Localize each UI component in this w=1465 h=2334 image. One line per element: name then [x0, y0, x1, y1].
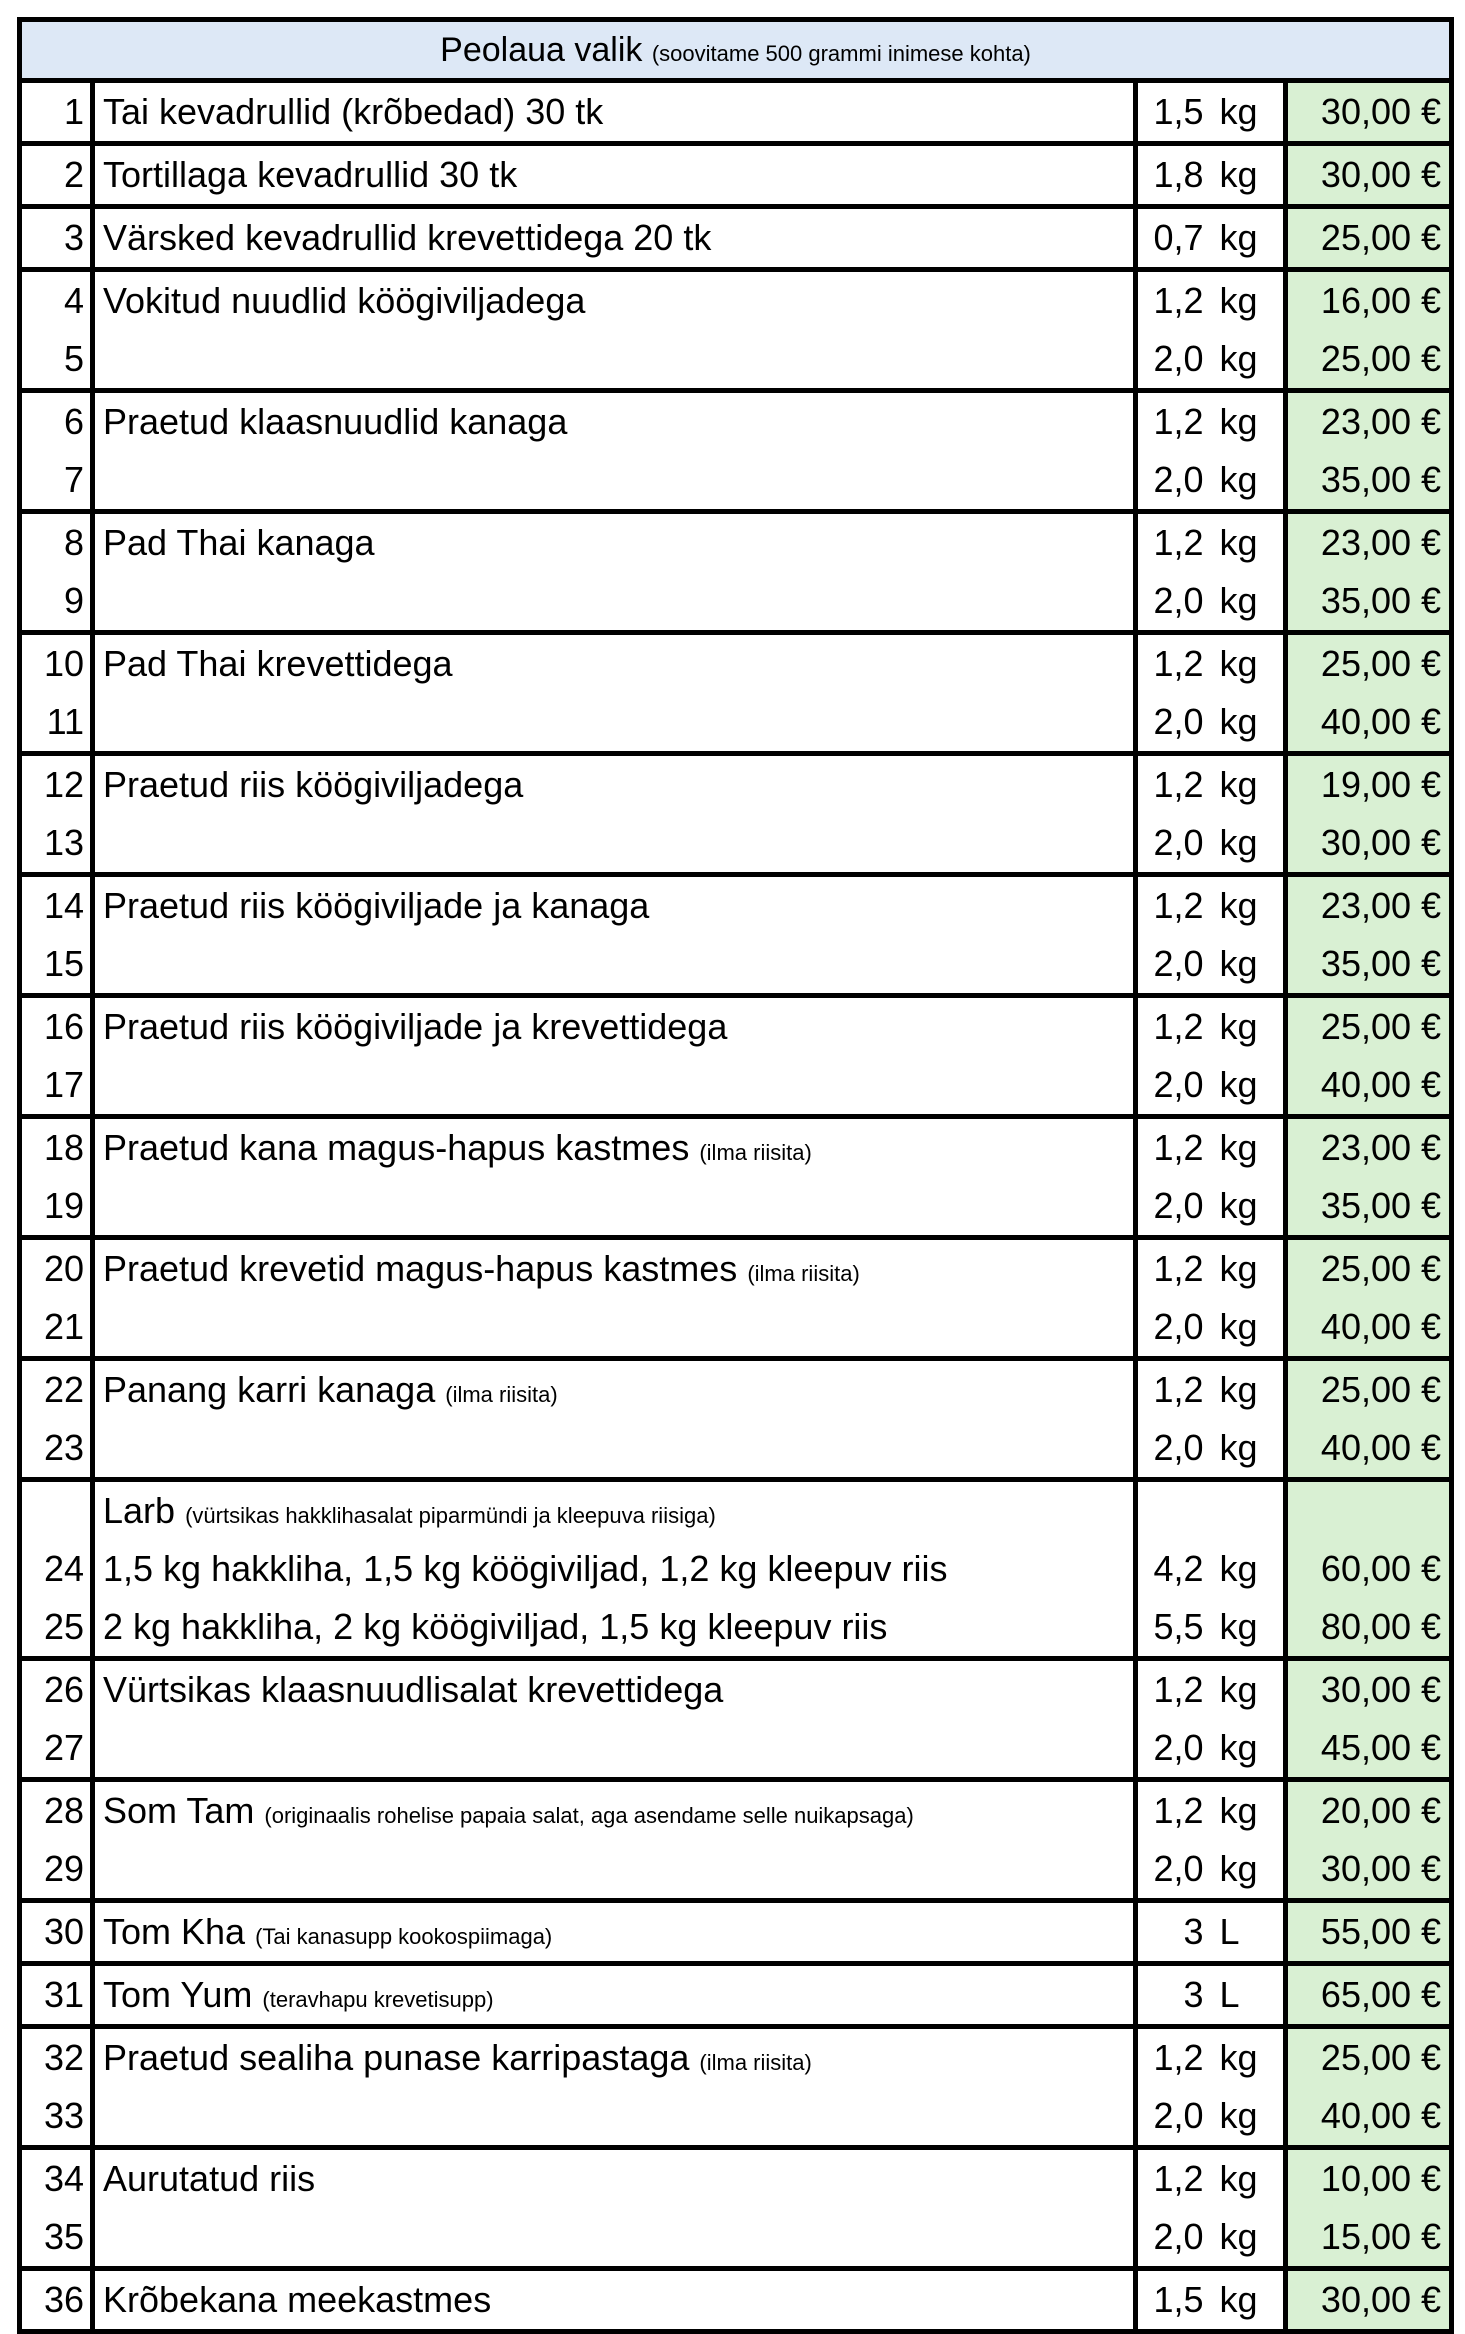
item-name-cell: [93, 996, 1136, 1057]
item-number: 14: [20, 875, 93, 936]
item-unit: kg: [1218, 1298, 1286, 1359]
item-unit: kg: [1218, 330, 1286, 391]
item-price: 80,00 €: [1286, 1598, 1452, 1659]
item-name-cell: [93, 391, 1136, 452]
item-name-cell: [93, 2087, 1136, 2148]
item-name-cell: [93, 2027, 1136, 2088]
item-unit: kg: [1218, 1177, 1286, 1238]
item-price: [1286, 1480, 1452, 1541]
table-row: [20, 144, 1452, 207]
item-note: (ilma riisita): [747, 1261, 860, 1286]
item-quantity: 1,2: [1153, 1248, 1204, 1289]
item-quantity: 2,0: [1136, 1719, 1218, 1780]
item-name-cell: [93, 451, 1136, 512]
item-price: 23,00 €: [1286, 875, 1452, 936]
table-title: Peolaua valik: [440, 31, 643, 69]
item-price: 40,00 €: [1286, 2087, 1452, 2148]
table-row: [20, 2269, 1452, 2332]
table-row: [20, 693, 1452, 754]
item-quantity: 1,2: [1153, 1006, 1204, 1047]
item-quantity: 2,0: [1136, 1419, 1218, 1480]
item-price: 60,00 €: [1286, 1540, 1452, 1598]
item-number: 5: [20, 330, 93, 391]
item-number: 6: [20, 391, 93, 452]
item-quantity: 2,0: [1136, 1177, 1218, 1238]
item-number: 33: [20, 2087, 93, 2148]
table-row: [20, 1359, 1452, 1420]
item-unit: kg: [1218, 270, 1286, 331]
item-name-cell: [93, 754, 1136, 815]
item-name-cell: [93, 1177, 1136, 1238]
item-quantity: 2,0: [1136, 935, 1218, 996]
table-row: [20, 1540, 1452, 1598]
item-quantity: 1,2: [1153, 280, 1204, 321]
table-title-cell: [20, 20, 1452, 81]
item-unit: kg: [1218, 1840, 1286, 1901]
item-number: 13: [20, 814, 93, 875]
item-unit: kg: [1218, 996, 1286, 1057]
item-price: 35,00 €: [1286, 451, 1452, 512]
item-price: 30,00 €: [1286, 1659, 1452, 1720]
table-row: [20, 996, 1452, 1057]
item-number: 30: [20, 1901, 93, 1964]
item-name-cell: [93, 1901, 1136, 1964]
item-quantity: 2,0: [1136, 814, 1218, 875]
table-row: [20, 1964, 1452, 2027]
item-quantity: 1,2: [1153, 885, 1204, 926]
item-number: 11: [20, 693, 93, 754]
item-name: Vokitud nuudlid köögiviljadega: [103, 280, 586, 321]
table-title-note: (soovitame 500 grammi inimese kohta): [651, 41, 1031, 66]
item-number: 27: [20, 1719, 93, 1780]
item-number: 9: [20, 572, 93, 633]
item-unit: kg: [1218, 2208, 1286, 2269]
item-unit: kg: [1218, 207, 1286, 270]
item-price: 25,00 €: [1286, 330, 1452, 391]
item-unit: kg: [1218, 1719, 1286, 1780]
item-note: (ilma riisita): [699, 1140, 812, 1165]
item-name: Praetud klaasnuudlid kanaga: [103, 401, 568, 442]
item-name-cell: [93, 1117, 1136, 1178]
item-note: (teravhapu krevetisupp): [262, 1987, 494, 2012]
item-number: 3: [20, 207, 93, 270]
item-price: 25,00 €: [1286, 207, 1452, 270]
item-name: Pad Thai krevettidega: [103, 643, 453, 684]
item-unit: kg: [1218, 2027, 1286, 2088]
item-number: 34: [20, 2148, 93, 2209]
item-name-cell: [93, 330, 1136, 391]
table-row: [20, 1419, 1452, 1480]
table-row: [20, 572, 1452, 633]
item-unit: kg: [1218, 754, 1286, 815]
item-note: (originaalis rohelise papaia salat, aga asendame selle nuikapsaga): [264, 1803, 914, 1828]
item-number: 31: [20, 1964, 93, 2027]
item-price: 40,00 €: [1286, 1419, 1452, 1480]
table-header-row: [20, 20, 1452, 81]
item-name: Tortillaga kevadrullid 30 tk: [103, 154, 518, 195]
item-name: Som Tam: [103, 1790, 255, 1831]
item-price: 16,00 €: [1286, 270, 1452, 331]
item-price: 25,00 €: [1286, 1359, 1452, 1420]
item-name-cell: [93, 2148, 1136, 2209]
item-price: 40,00 €: [1286, 1298, 1452, 1359]
item-name-cell: [93, 814, 1136, 875]
item-name-cell: [93, 207, 1136, 270]
item-unit: kg: [1218, 512, 1286, 573]
item-name-cell: [93, 1964, 1136, 2027]
table-row: [20, 330, 1452, 391]
item-number: 17: [20, 1056, 93, 1117]
item-unit: L: [1218, 1901, 1286, 1964]
item-price: 19,00 €: [1286, 754, 1452, 815]
item-quantity: 1,2: [1153, 1127, 1204, 1168]
table-row: [20, 391, 1452, 452]
item-name-cell: [93, 1840, 1136, 1901]
item-name: Tai kevadrullid (krõbedad) 30 tk: [103, 91, 604, 132]
item-price: 30,00 €: [1286, 2269, 1452, 2332]
item-price: 20,00 €: [1286, 1780, 1452, 1841]
item-name-cell: [93, 1359, 1136, 1420]
item-name: Pad Thai kanaga: [103, 522, 375, 563]
item-quantity: 2,0: [1136, 693, 1218, 754]
table-row: [20, 935, 1452, 996]
table-row: [20, 1177, 1452, 1238]
item-quantity: [1136, 1480, 1218, 1541]
item-name-cell: [93, 1480, 1136, 1541]
item-quantity: 2,0: [1136, 572, 1218, 633]
item-price: 23,00 €: [1286, 512, 1452, 573]
item-price: 25,00 €: [1286, 996, 1452, 1057]
item-number: 16: [20, 996, 93, 1057]
item-quantity: 1,2: [1153, 2158, 1204, 2199]
table-row: [20, 1056, 1452, 1117]
table-row: [20, 2087, 1452, 2148]
item-price: 25,00 €: [1286, 1238, 1452, 1299]
item-quantity: 1,2: [1153, 1369, 1204, 1410]
item-price: 35,00 €: [1286, 572, 1452, 633]
item-unit: kg: [1218, 2269, 1286, 2332]
item-quantity: 3: [1136, 1901, 1218, 1964]
item-name-cell: [93, 2269, 1136, 2332]
item-name-cell: [93, 1780, 1136, 1841]
item-name-cell: [93, 572, 1136, 633]
table-row: [20, 270, 1452, 331]
item-unit: [1218, 1480, 1286, 1541]
table-row: [20, 1659, 1452, 1720]
item-quantity: 1,5: [1136, 81, 1218, 144]
item-number: 23: [20, 1419, 93, 1480]
item-number: 20: [20, 1238, 93, 1299]
item-unit: kg: [1218, 2148, 1286, 2209]
item-number: 21: [20, 1298, 93, 1359]
item-quantity: 1,2: [1153, 1669, 1204, 1710]
item-unit: kg: [1218, 1056, 1286, 1117]
item-name: Krõbekana meekastmes: [103, 2279, 492, 2320]
item-price: 23,00 €: [1286, 391, 1452, 452]
item-price: 25,00 €: [1286, 633, 1452, 694]
item-name-cell: [93, 1298, 1136, 1359]
item-price: 15,00 €: [1286, 2208, 1452, 2269]
item-unit: kg: [1218, 144, 1286, 207]
item-number: 10: [20, 633, 93, 694]
item-price: 65,00 €: [1286, 1964, 1452, 2027]
item-unit: kg: [1218, 81, 1286, 144]
item-name-cell: [93, 1719, 1136, 1780]
item-name: Aurutatud riis: [103, 2158, 316, 2199]
item-number: 18: [20, 1117, 93, 1178]
item-number: 1: [20, 81, 93, 144]
item-quantity: 1,2: [1153, 2037, 1204, 2078]
item-unit: kg: [1218, 1659, 1286, 1720]
item-name-cell: [93, 144, 1136, 207]
item-price: 40,00 €: [1286, 693, 1452, 754]
item-name: Praetud riis köögiviljade ja krevettidega: [103, 1006, 728, 1047]
item-unit: kg: [1218, 693, 1286, 754]
item-name: Värsked kevadrullid krevettidega 20 tk: [103, 217, 712, 258]
item-name-cell: [93, 875, 1136, 936]
item-name-cell: [93, 1419, 1136, 1480]
item-name: Praetud kana magus-hapus kastmes: [103, 1127, 690, 1168]
item-unit: kg: [1218, 1540, 1286, 1598]
item-name: Tom Yum: [103, 1974, 253, 2015]
item-price: 45,00 €: [1286, 1719, 1452, 1780]
item-quantity: 1,8: [1136, 144, 1218, 207]
item-name: 2 kg hakkliha, 2 kg köögiviljad, 1,5 kg kleepuv riis: [103, 1606, 888, 1647]
item-quantity: 4,2: [1153, 1548, 1204, 1589]
table-row: [20, 512, 1452, 573]
item-note: (ilma riisita): [445, 1382, 558, 1407]
item-number: 7: [20, 451, 93, 512]
item-unit: kg: [1218, 572, 1286, 633]
item-quantity: 2,0: [1136, 2208, 1218, 2269]
table-row: [20, 81, 1452, 144]
table-row: [20, 1780, 1452, 1841]
table-row: [20, 1719, 1452, 1780]
item-unit: kg: [1218, 1598, 1286, 1659]
item-quantity: 1,2: [1153, 1790, 1204, 1831]
item-number: 22: [20, 1359, 93, 1420]
table-row: [20, 1238, 1452, 1299]
table-row: [20, 875, 1452, 936]
item-unit: kg: [1218, 1238, 1286, 1299]
item-price: 40,00 €: [1286, 1056, 1452, 1117]
item-price: 55,00 €: [1286, 1901, 1452, 1964]
item-name: Praetud riis köögiviljade ja kanaga: [103, 885, 650, 926]
item-number: [20, 1480, 93, 1541]
item-price: 10,00 €: [1286, 2148, 1452, 2209]
item-number: 19: [20, 1177, 93, 1238]
item-name-cell: [93, 1540, 1136, 1598]
item-name-cell: [93, 81, 1136, 144]
item-number: 28: [20, 1780, 93, 1841]
table-row: [20, 2148, 1452, 2209]
item-unit: L: [1218, 1964, 1286, 2027]
item-name: 1,5 kg hakkliha, 1,5 kg köögiviljad, 1,2 kg kleepuv riis: [103, 1548, 948, 1589]
item-name: Larb: [103, 1490, 176, 1531]
item-quantity: 1,2: [1153, 522, 1204, 563]
item-name: Praetud riis köögiviljadega: [103, 764, 524, 805]
table-row: [20, 1117, 1452, 1178]
item-name: Tom Kha: [103, 1911, 246, 1952]
item-name: Praetud krevetid magus-hapus kastmes: [103, 1248, 738, 1289]
item-unit: kg: [1218, 391, 1286, 452]
table-row: [20, 1298, 1452, 1359]
item-price: 25,00 €: [1286, 2027, 1452, 2088]
item-unit: kg: [1218, 1359, 1286, 1420]
item-price: 23,00 €: [1286, 1117, 1452, 1178]
item-number: 4: [20, 270, 93, 331]
item-name-cell: [93, 1659, 1136, 1720]
item-note: (ilma riisita): [699, 2050, 812, 2075]
menu-price-table: [17, 17, 1454, 2334]
item-name-cell: [93, 512, 1136, 573]
item-number: 35: [20, 2208, 93, 2269]
item-quantity: 0,7: [1136, 207, 1218, 270]
table-row: [20, 451, 1452, 512]
table-row: [20, 1901, 1452, 1964]
item-name: Vürtsikas klaasnuudlisalat krevettidega: [103, 1669, 724, 1710]
item-name-cell: [93, 1056, 1136, 1117]
item-price: 30,00 €: [1286, 814, 1452, 875]
item-name-cell: [93, 1238, 1136, 1299]
item-number: 26: [20, 1659, 93, 1720]
item-quantity: 1,2: [1153, 401, 1204, 442]
item-price: 35,00 €: [1286, 935, 1452, 996]
table-row: [20, 2208, 1452, 2269]
item-quantity: 2,0: [1136, 2087, 1218, 2148]
table-row: [20, 1480, 1452, 1541]
table-row: [20, 1598, 1452, 1659]
item-number: 36: [20, 2269, 93, 2332]
item-unit: kg: [1218, 1780, 1286, 1841]
item-unit: kg: [1218, 875, 1286, 936]
item-quantity: 5,5: [1136, 1598, 1218, 1659]
item-name-cell: [93, 935, 1136, 996]
item-number: 24: [20, 1540, 93, 1598]
item-price: 30,00 €: [1286, 144, 1452, 207]
item-quantity: 2,0: [1136, 1840, 1218, 1901]
item-name-cell: [93, 693, 1136, 754]
table-row: [20, 814, 1452, 875]
table-row: [20, 754, 1452, 815]
item-unit: kg: [1218, 2087, 1286, 2148]
item-quantity: 3: [1136, 1964, 1218, 2027]
item-unit: kg: [1218, 451, 1286, 512]
item-unit: kg: [1218, 1419, 1286, 1480]
item-quantity: 2,0: [1136, 451, 1218, 512]
item-unit: kg: [1218, 814, 1286, 875]
item-name-cell: [93, 270, 1136, 331]
item-unit: kg: [1218, 633, 1286, 694]
table-row: [20, 207, 1452, 270]
item-quantity: 2,0: [1136, 1056, 1218, 1117]
item-number: 8: [20, 512, 93, 573]
item-unit: kg: [1218, 1117, 1286, 1178]
item-quantity: 1,2: [1153, 764, 1204, 805]
item-quantity: 2,0: [1136, 330, 1218, 391]
table-row: [20, 633, 1452, 694]
item-name-cell: [93, 2208, 1136, 2269]
table-row: [20, 1840, 1452, 1901]
item-note: (vürtsikas hakklihasalat piparmündi ja kleepuva riisiga): [185, 1503, 716, 1528]
item-name: Panang karri kanaga: [103, 1369, 436, 1410]
item-price: 30,00 €: [1286, 1840, 1452, 1901]
item-number: 12: [20, 754, 93, 815]
item-unit: kg: [1218, 935, 1286, 996]
item-name: Praetud sealiha punase karripastaga: [103, 2037, 690, 2078]
table-row: [20, 2027, 1452, 2088]
item-number: 2: [20, 144, 93, 207]
item-name-cell: [93, 1598, 1136, 1659]
item-note: (Tai kanasupp kookospiimaga): [255, 1924, 553, 1949]
item-quantity: 2,0: [1136, 1298, 1218, 1359]
item-number: 32: [20, 2027, 93, 2088]
item-number: 25: [20, 1598, 93, 1659]
item-price: 35,00 €: [1286, 1177, 1452, 1238]
item-name-cell: [93, 633, 1136, 694]
item-quantity: 1,2: [1153, 643, 1204, 684]
item-number: 29: [20, 1840, 93, 1901]
item-number: 15: [20, 935, 93, 996]
item-price: 30,00 €: [1286, 81, 1452, 144]
item-quantity: 1,5: [1136, 2269, 1218, 2332]
